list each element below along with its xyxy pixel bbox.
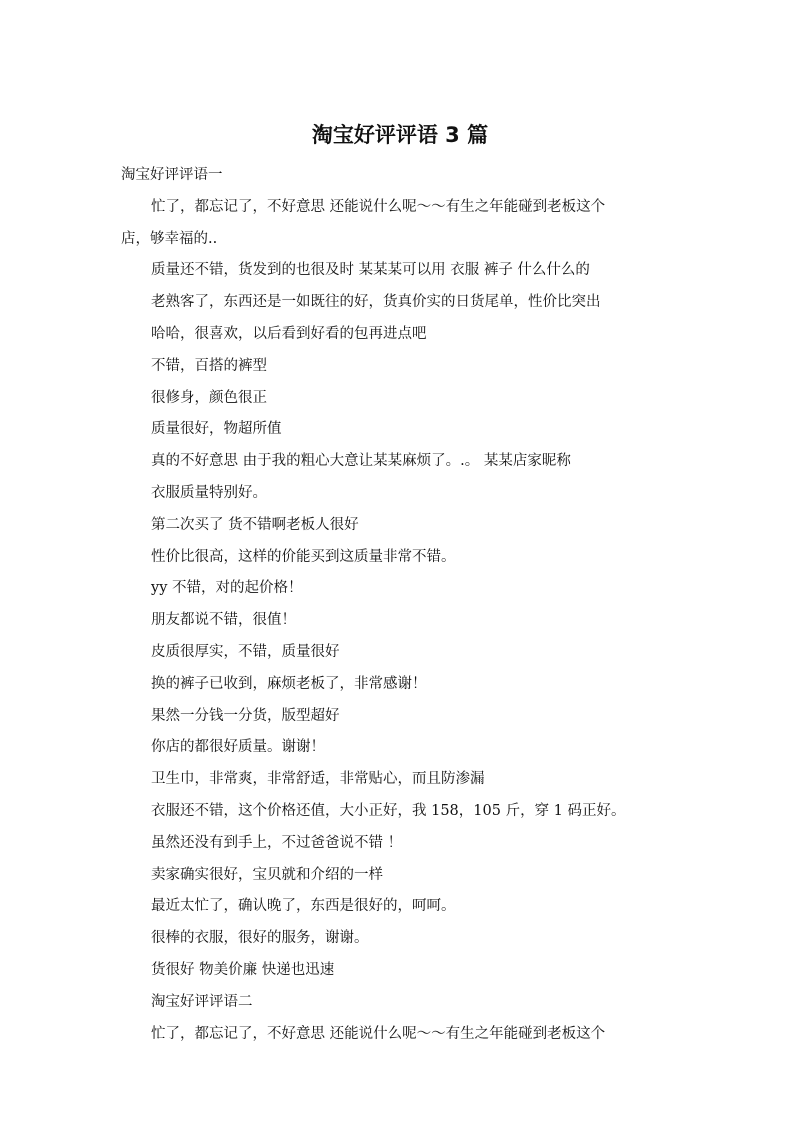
review-line: 朋友都说不错，很值！ bbox=[151, 612, 296, 629]
review-line: 质量很好，物超所值 bbox=[151, 421, 282, 438]
review-line: yy 不错，对的起价格！ bbox=[151, 580, 303, 597]
review-line: 虽然还没有到手上，不过爸爸说不错 ！ bbox=[151, 834, 403, 851]
paragraph-line: 忙了，都忘记了，不好意思 还能说什么呢～～有生之年能碰到老板这个 bbox=[151, 1025, 606, 1042]
review-line: 很修身，颜色很正 bbox=[151, 389, 267, 406]
section-heading: 淘宝好评评语一 bbox=[121, 167, 223, 183]
paragraph-line: 店，够幸福的.. bbox=[121, 230, 218, 247]
review-line: 皮质很厚实，不错，质量很好 bbox=[151, 643, 340, 660]
review-line: 最近太忙了，确认晚了，东西是很好的，呵呵。 bbox=[151, 898, 456, 915]
paragraph-line: 忙了，都忘记了，不好意思 还能说什么呢～～有生之年能碰到老板这个 bbox=[151, 198, 606, 215]
review-line: 果然一分钱一分货，版型超好 bbox=[151, 707, 340, 724]
review-line: 卖家确实很好，宝贝就和介绍的一样 bbox=[151, 866, 383, 883]
review-line: 质量还不错，货发到的也很及时 某某某可以用 衣服 裤子 什么什么的 bbox=[151, 262, 590, 279]
review-line: 性价比很高，这样的价能买到这质量非常不错。 bbox=[151, 548, 456, 565]
review-line: 你店的都很好质量。谢谢！ bbox=[151, 739, 325, 756]
review-line: 很棒的衣服，很好的服务，谢谢。 bbox=[151, 930, 369, 947]
review-line: 衣服质量特别好。 bbox=[151, 484, 267, 501]
review-line: 货很好 物美价廉 快递也迅速 bbox=[151, 961, 335, 978]
review-line: 衣服还不错，这个价格还值，大小正好，我 158，105 斤，穿 1 码正好。 bbox=[151, 802, 626, 819]
review-line: 换的裤子已收到，麻烦老板了，非常感谢！ bbox=[151, 675, 427, 692]
review-line: 老熟客了，东西还是一如既往的好，货真价实的日货尾单，性价比突出 bbox=[151, 294, 601, 311]
review-line: 真的不好意思 由于我的粗心大意让某某麻烦了。.。 某某店家昵称 bbox=[151, 453, 571, 470]
review-line: 不错，百搭的裤型 bbox=[151, 357, 267, 374]
document-title: 淘宝好评评语 3 篇 bbox=[311, 123, 489, 147]
review-line: 第二次买了 货不错啊老板人很好 bbox=[151, 516, 359, 533]
document-body bbox=[121, 160, 681, 1050]
section-heading: 淘宝好评评语二 bbox=[151, 993, 253, 1010]
review-line: 哈哈，很喜欢，以后看到好看的包再进点吧 bbox=[151, 325, 427, 342]
review-line: 卫生巾，非常爽，非常舒适，非常贴心，而且防渗漏 bbox=[151, 771, 485, 788]
